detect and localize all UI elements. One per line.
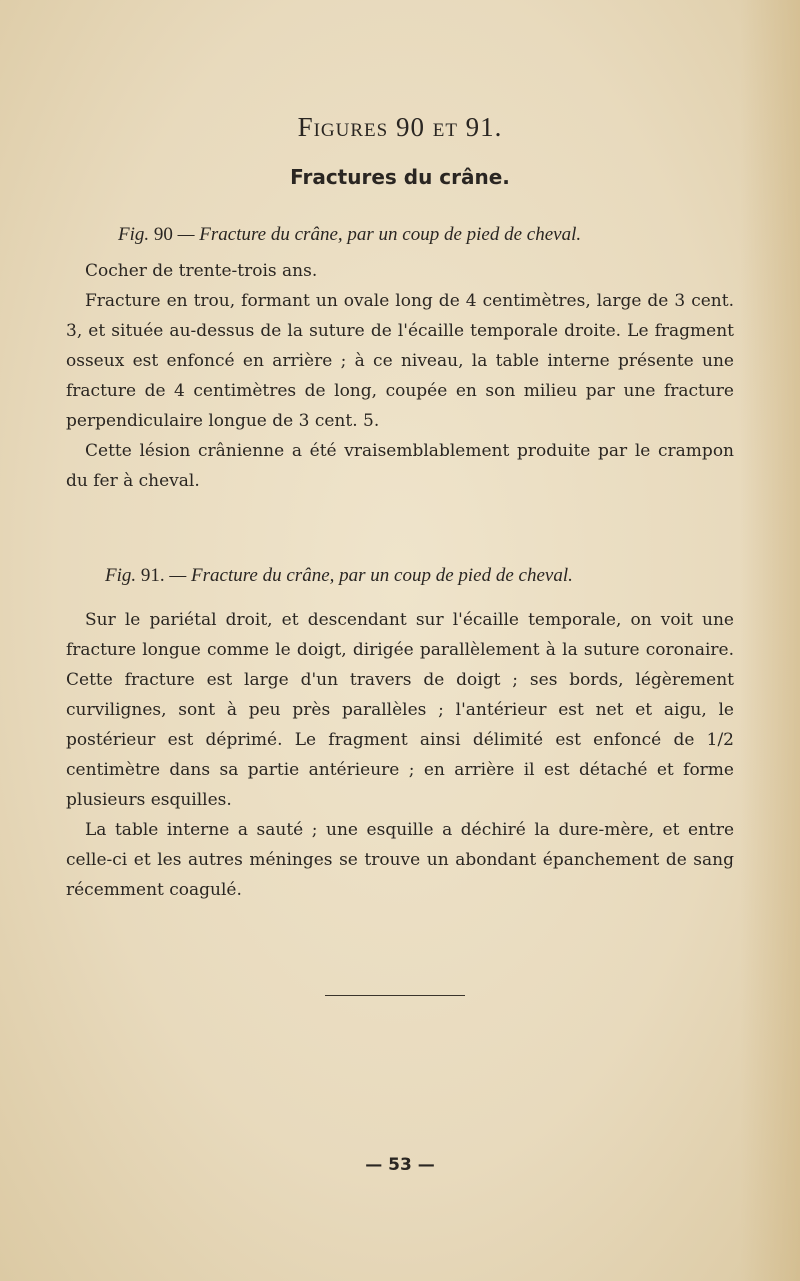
- fig91-caption: [105, 565, 573, 587]
- figures-title: Figures 90 et 91.: [297, 112, 503, 142]
- fig90-paragraph-2: Fracture en trou, formant un ovale long de 4 centimètres, large de 3 cent. 3, et située au-dessus de la suture de l'écaille temporale droite. Le fragment osseux est enfoncé en arrière ; à ce niveau, la table interne présente une fracture de 4 centimètres de long, coupée en son milieu par une fracture perpendiculaire longue de 3 cent. 5.: [66, 291, 734, 431]
- subject-title: Fractures du crâne.: [290, 165, 510, 189]
- section-divider: [325, 995, 465, 996]
- fig91-caption-text: — Fracture du crâne, par un coup de pied de cheval.: [169, 565, 573, 586]
- fig90-caption: [118, 224, 581, 246]
- fig90-description: [66, 256, 734, 496]
- fig91-paragraph-1: Sur le pariétal droit, et descendant sur l'écaille temporale, on voit une fracture longue comme le doigt, dirigée parallèlement à la suture coronaire. Cette fracture est large d'un travers de doigt ; ses bords, légèrement curvilignes, sont à peu près parallèles ; l'antérieur est net et aigu, le postérieur est déprimé. Le fragment ainsi délimité est enfoncé de 1/2 centimètre dans sa partie antérieure ; en arrière il est détaché et forme plusieurs esquilles.: [66, 610, 734, 810]
- fig91-paragraph-2: La table interne a sauté ; une esquille a déchiré la dure-mère, et entre celle-ci et les autres méninges se trouve un abondant épanchement de sang récemment coagulé.: [66, 820, 734, 900]
- fig90-caption-text: — Fracture du crâne, par un coup de pied de cheval.: [177, 224, 582, 245]
- fig90-caption-label: Fig.: [118, 224, 150, 245]
- page-edge-shading: [740, 0, 800, 1281]
- fig90-paragraph-3: Cette lésion crânienne a été vraisemblablement produite par le crampon du fer à cheval.: [66, 441, 734, 491]
- fig90-caption-number: 90: [153, 224, 173, 245]
- fig91-caption-label: Fig.: [105, 565, 137, 586]
- fig90-paragraph-1: Cocher de trente-trois ans.: [85, 261, 318, 281]
- fig91-description: [66, 605, 734, 905]
- fig91-caption-number: 91.: [140, 565, 165, 586]
- page-number: — 53 —: [365, 1155, 435, 1175]
